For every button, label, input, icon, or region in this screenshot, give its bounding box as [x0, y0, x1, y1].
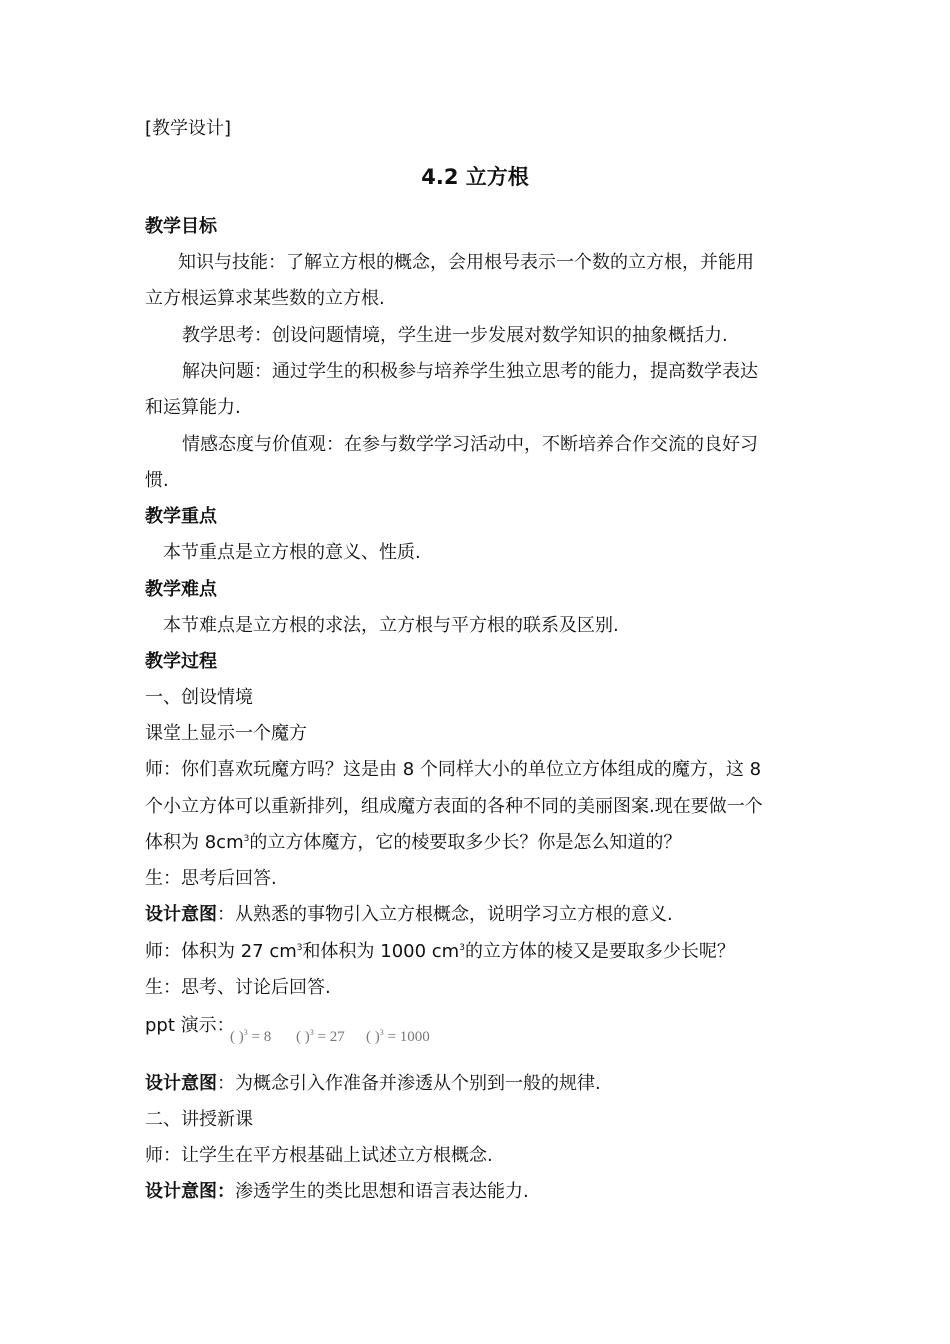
formula-base: ( ) — [296, 1029, 310, 1045]
cube-exponent: 3 — [296, 943, 303, 953]
teacher-line-1c — [145, 830, 681, 856]
section-2-heading: 二、讲授新课 — [145, 1109, 253, 1130]
formula-value: = 1000 — [387, 1029, 430, 1045]
key-points-heading: 教学重点 — [145, 506, 217, 527]
design-intent-label: 设计意图 — [145, 904, 217, 925]
objective-knowledge-line-1: 知识与技能：了解立方根的概念，会用根号表示一个数的立方根，并能用 — [178, 252, 754, 273]
cube-exponent: 3 — [243, 834, 250, 844]
objectives-heading: 教学目标 — [145, 216, 217, 237]
objective-thinking: 教学思考：创设问题情境，学生进一步发展对数学知识的抽象概括力. — [182, 325, 728, 346]
teacher-line-2-part-c: 的立方体的棱又是要取多少长呢？ — [464, 941, 735, 962]
design-intent-text: 渗透学生的类比思想和语言表达能力. — [235, 1181, 529, 1202]
header-tag: [教学设计] — [145, 118, 232, 139]
formula-base: ( ) — [230, 1029, 244, 1045]
design-intent-1 — [145, 902, 673, 928]
design-intent-label: 设计意图 — [145, 1073, 217, 1094]
formula-27 — [296, 1024, 345, 1050]
objective-attitude-line-2: 惯. — [145, 470, 169, 491]
ppt-label: ppt 演示： — [145, 1015, 235, 1036]
teacher-line-1a: 师：你们喜欢玩魔方吗？这是由 8 个同样大小的单位立方体组成的魔方，这 8 — [145, 759, 762, 780]
design-intent-2 — [145, 1071, 601, 1097]
difficulties-text: 本节难点是立方根的求法，立方根与平方根的联系及区别. — [163, 615, 619, 636]
formula-exponent: 3 — [309, 1028, 314, 1037]
design-intent-text: ：从熟悉的事物引入立方根概念，说明学习立方根的意义. — [217, 904, 673, 925]
key-points-text: 本节重点是立方根的意义、性质. — [163, 542, 421, 563]
process-heading: 教学过程 — [145, 651, 217, 672]
section-1-heading: 一、创设情境 — [145, 687, 253, 708]
formula-exponent: 3 — [243, 1028, 248, 1037]
page-title: 4.2 立方根 — [421, 165, 529, 189]
teacher-line-1b: 个小立方体可以重新排列，组成魔方表面的各种不同的美丽图案.现在要做一个 — [145, 796, 763, 817]
difficulties-heading: 教学难点 — [145, 579, 217, 600]
formula-1000 — [366, 1024, 430, 1050]
formula-base: ( ) — [366, 1029, 380, 1045]
objective-solving-line-1: 解决问题：通过学生的积极参与培养学生独立思考的能力，提高数学表达 — [182, 361, 758, 382]
objective-solving-line-2: 和运算能力. — [145, 397, 241, 418]
student-line-1: 生：思考后回答. — [145, 868, 277, 889]
objective-knowledge-line-2: 立方根运算求某些数的立方根. — [145, 288, 385, 309]
teacher-line-2-part-b: 和体积为 1000 cm — [302, 941, 460, 962]
formula-exponent: 3 — [379, 1028, 384, 1037]
cube-exponent: 3 — [459, 943, 465, 953]
teacher-line-3: 师：让学生在平方根基础上试述立方根概念. — [145, 1145, 493, 1166]
formula-8 — [230, 1024, 271, 1050]
teacher-line-2 — [145, 939, 735, 965]
design-intent-text: ：为概念引入作准备并渗透从个别到一般的规律. — [217, 1073, 601, 1094]
formula-value: = 27 — [317, 1029, 345, 1045]
objective-attitude-line-1: 情感态度与价值观：在参与数学学习活动中，不断培养合作交流的良好习 — [182, 434, 758, 455]
student-line-2: 生：思考、讨论后回答. — [145, 977, 331, 998]
teacher-line-2-part-a: 师：体积为 27 cm — [145, 941, 297, 962]
show-cube-line: 课堂上显示一个魔方 — [145, 723, 307, 744]
design-intent-3 — [145, 1179, 529, 1205]
formula-value: = 8 — [251, 1029, 272, 1045]
teacher-line-1c-post: 的立方体魔方，它的棱要取多少长？你是怎么知道的？ — [249, 832, 682, 853]
design-intent-label: 设计意图： — [145, 1181, 235, 1202]
teacher-line-1c-pre: 体积为 8cm — [145, 832, 244, 853]
